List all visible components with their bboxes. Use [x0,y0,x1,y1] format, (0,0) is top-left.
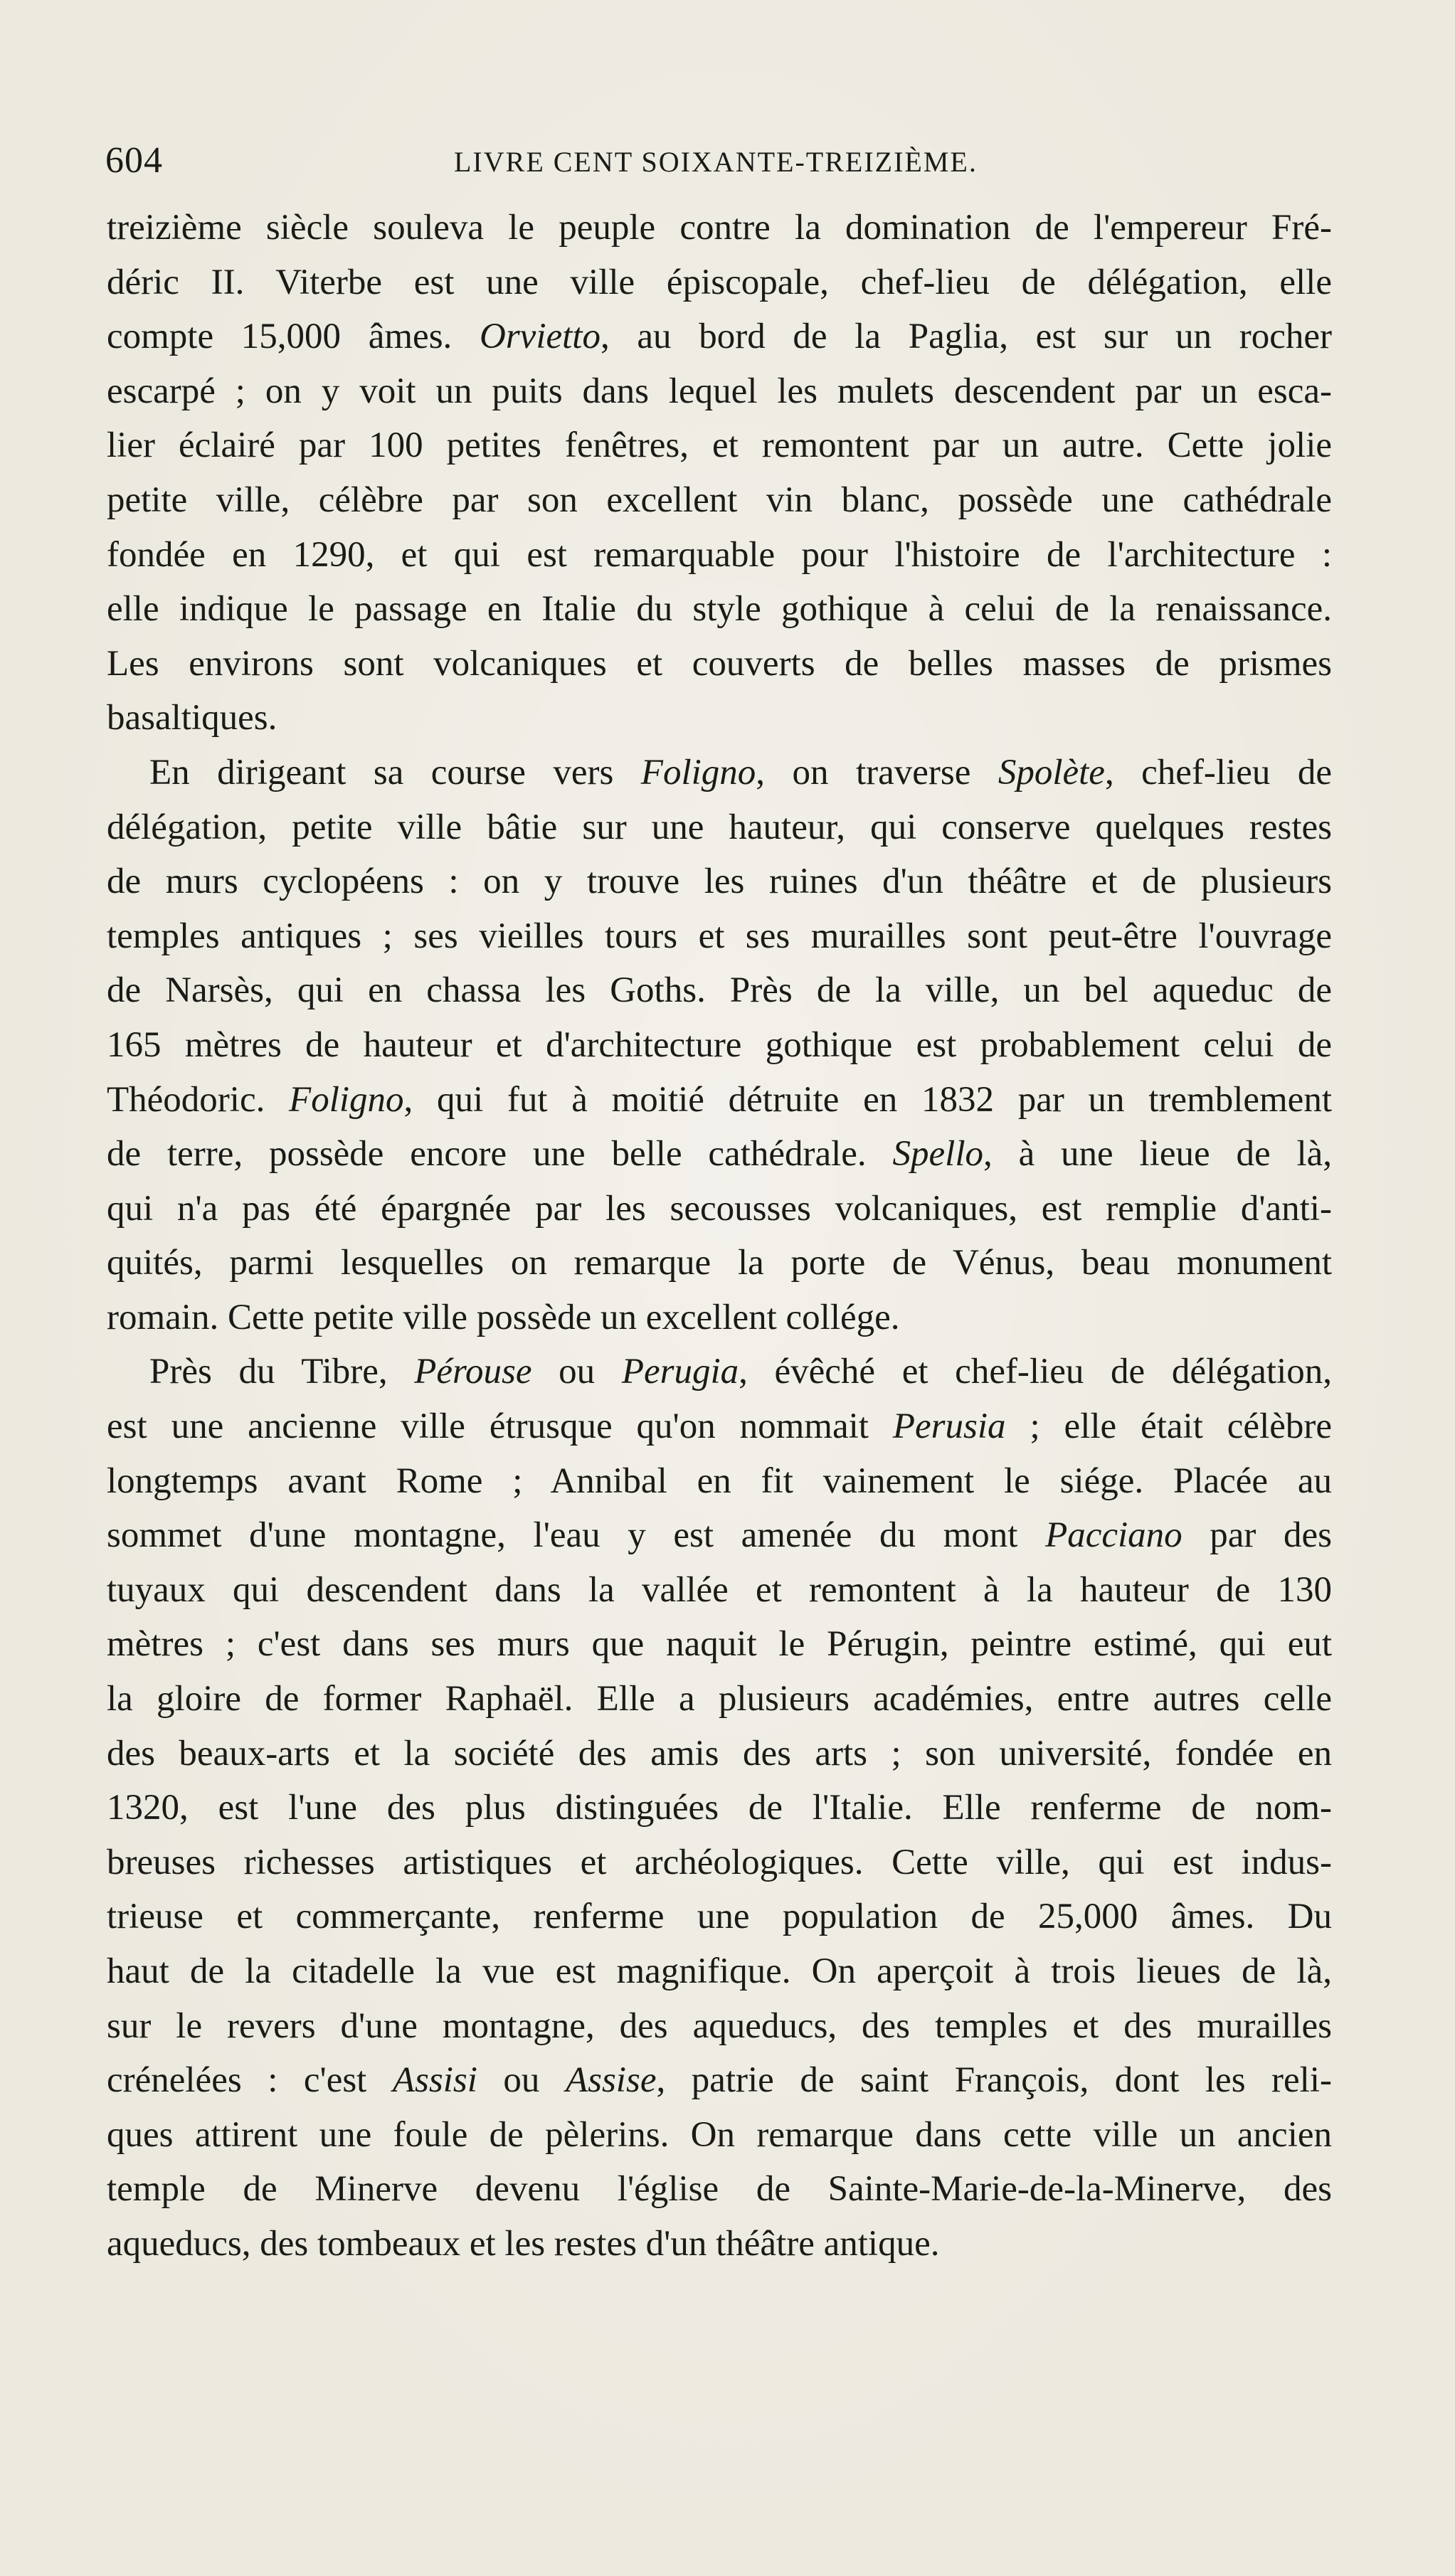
paragraph-start: Près du Tibre, Pérouse ou Perugia, évêché et chef-lieu de délégation, [149,1352,1332,1392]
text-line: sommet d'une montagne, l'eau y est amenée du mont Pacciano par des [107,1515,1332,1556]
text-line: temples antiques ; ses vieilles tours et ses murailles sont peut-être l'ouvrage [107,916,1332,956]
text-line: sur le revers d'une montagne, des aqueducs, des temples et des murailles [107,2005,1332,2046]
text-line: des beaux-arts et la société des amis des arts ; son université, fondée en [107,1733,1332,1774]
text-line: qui n'a pas été épargnée par les secousses volcaniques, est remplie d'anti- [107,1188,1332,1229]
text-line: quités, parmi lesquelles on remarque la porte de Vénus, beau monument [107,1243,1332,1283]
text-line: temple de Minerve devenu l'église de Sainte-Marie-de-la-Minerve, des [107,2169,1332,2210]
page-number: 604 [105,140,163,181]
text-line: Théodoric. Foligno, qui fut à moitié détruite en 1832 par un tremblement [107,1079,1332,1120]
running-head [105,139,1315,182]
text-line: basaltiques. [107,698,277,738]
text-line: mètres ; c'est dans ses murs que naquit le Pérugin, peintre estimé, qui eut [107,1624,1332,1665]
text-line: 165 mètres de hauteur et d'architecture gothique est probablement celui de [107,1024,1332,1065]
text-line: treizième siècle souleva le peuple contre la domination de l'empereur Fré- [107,208,1332,248]
text-line: la gloire de former Raphaël. Elle a plusieurs académies, entre autres celle [107,1679,1332,1719]
text-line: longtemps avant Rome ; Annibal en fit vainement le siége. Placée au [107,1461,1332,1501]
text-line: escarpé ; on y voit un puits dans lequel les mulets descendent par un esca- [107,371,1332,411]
text-line: délégation, petite ville bâtie sur une hauteur, qui conserve quelques restes [107,807,1332,847]
paragraph-start: En dirigeant sa course vers Foligno, on traverse Spolète, chef-lieu de [149,752,1332,793]
running-title: LIVRE CENT SOIXANTE-TREIZIÈME. [454,146,978,178]
text-line: romain. Cette petite ville possède un excellent collége. [107,1297,900,1337]
text-line: crénelées : c'est Assisi ou Assise, patrie de saint François, dont les reli- [107,2060,1332,2101]
text-line: déric II. Viterbe est une ville épiscopale, chef-lieu de délégation, elle [107,262,1332,302]
text-line: compte 15,000 âmes. Orvietto, au bord de la Paglia, est sur un rocher [107,317,1332,357]
text-line: lier éclairé par 100 petites fenêtres, et remontent par un autre. Cette jolie [107,425,1332,466]
body-text [107,201,1332,2272]
text-line: trieuse et commerçante, renferme une population de 25,000 âmes. Du [107,1897,1332,1937]
text-line: petite ville, célèbre par son excellent vin blanc, possède une cathédrale [107,479,1332,520]
text-line: de terre, possède encore une belle cathédrale. Spello, à une lieue de là, [107,1134,1332,1175]
text-line: ques attirent une foule de pèlerins. On remarque dans cette ville un ancien [107,2114,1332,2155]
text-line: fondée en 1290, et qui est remarquable pour l'histoire de l'architecture : [107,534,1332,575]
text-line: aqueducs, des tombeaux et les restes d'un théâtre antique. [107,2223,940,2264]
text-line: tuyaux qui descendent dans la vallée et remontent à la hauteur de 130 [107,1569,1332,1610]
text-line: de Narsès, qui en chassa les Goths. Près de la ville, un bel aqueduc de [107,970,1332,1011]
text-line: est une ancienne ville étrusque qu'on nommait Perusia ; elle était célèbre [107,1406,1332,1447]
text-line: haut de la citadelle la vue est magnifique. On aperçoit à trois lieues de là, [107,1951,1332,1991]
text-line: elle indique le passage en Italie du style gothique à celui de la renaissance. [107,589,1332,630]
text-line: 1320, est l'une des plus distinguées de l'Italie. Elle renferme de nom- [107,1788,1332,1828]
text-line: Les environs sont volcaniques et couverts de belles masses de prismes [107,643,1332,684]
text-line: breuses richesses artistiques et archéologiques. Cette ville, qui est indus- [107,1842,1332,1882]
text-line: de murs cyclopéens : on y trouve les ruines d'un théâtre et de plusieurs [107,862,1332,902]
